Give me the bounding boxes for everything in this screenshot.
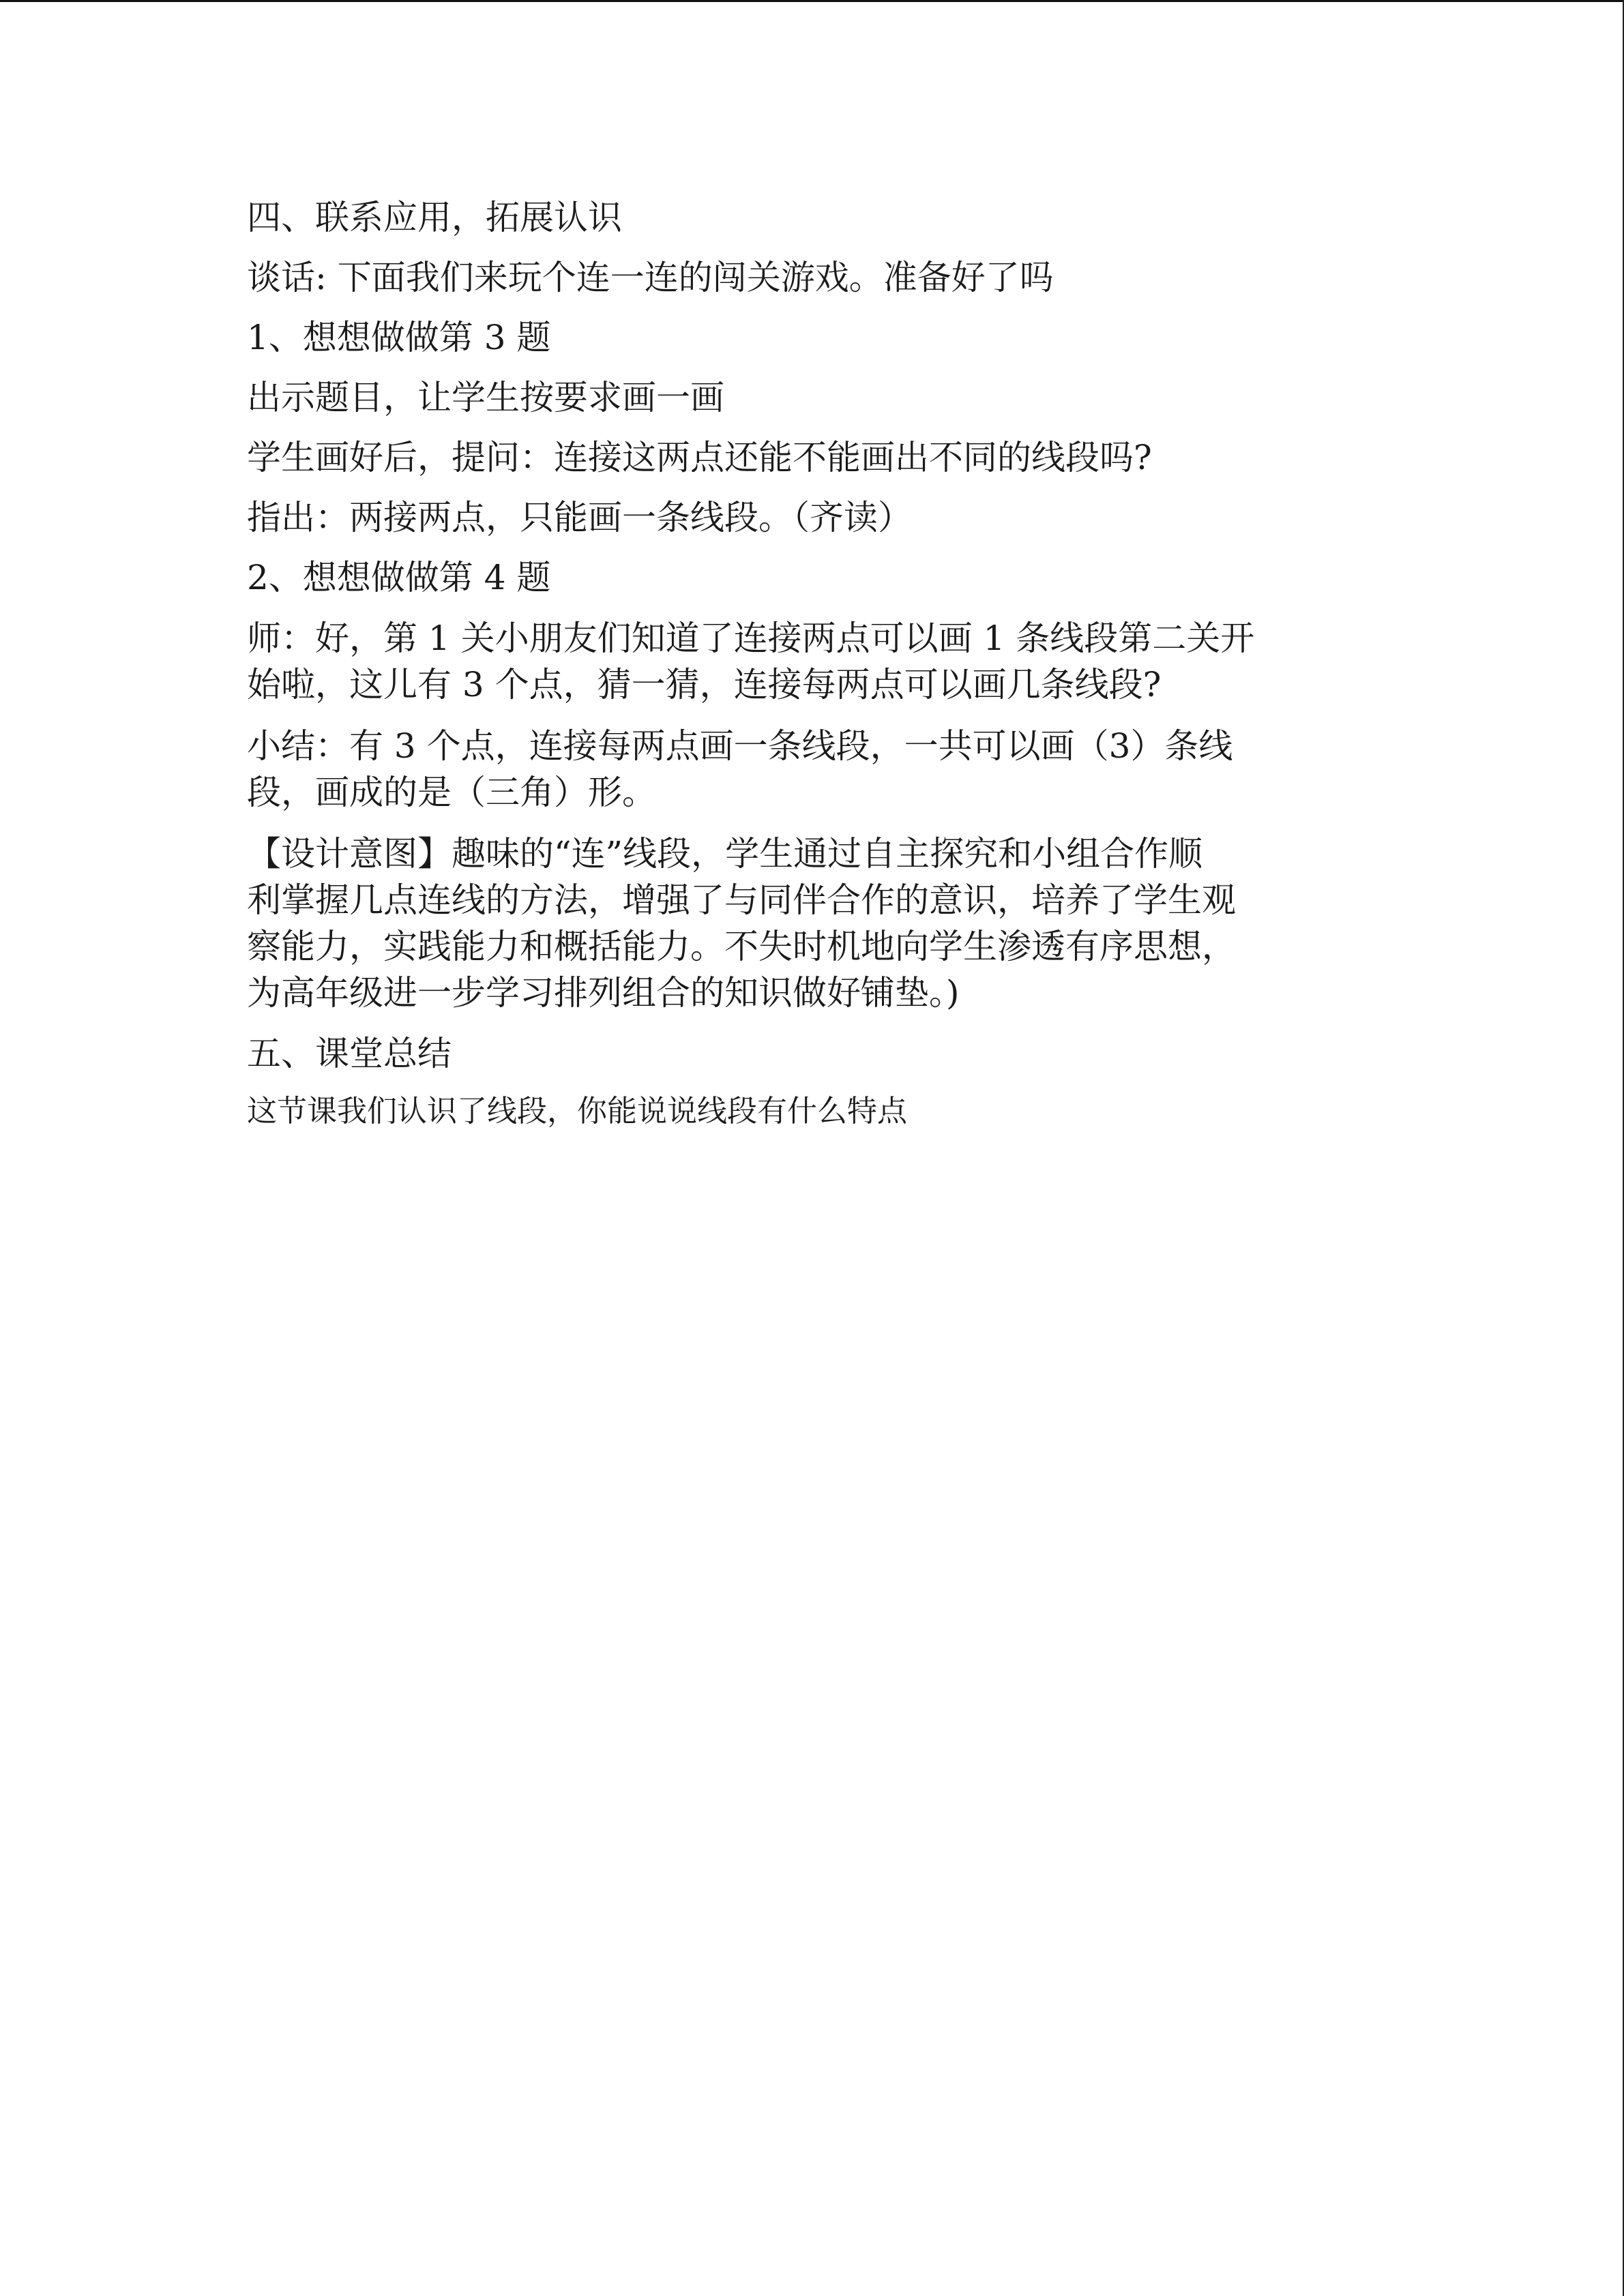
design-line-4: 为高年级进一步学习排列组合的知识做好铺垫。)	[247, 973, 960, 1013]
summary-line-1: 小结：有 3 个点，连接每两点画一条线段，一共可以画（3）条线	[247, 726, 1233, 766]
intro-talk: 谈话: 下面我们来玩个连一连的闯关游戏。准备好了吗	[247, 258, 1054, 297]
summary-paragraph	[247, 723, 1365, 816]
design-line-2: 利掌握几点连线的方法，增强了与同伴合作的意识，培养了学生观	[247, 880, 1236, 920]
teacher-paragraph	[247, 615, 1365, 708]
section-four-heading: 四、联系应用，拓展认识	[247, 198, 622, 237]
exercise-3-point: 指出：两接两点，只能画一条线段。（齐读）	[247, 498, 912, 537]
top-border-line	[0, 0, 1624, 2]
exercise-3-instruction: 出示题目，让学生按要求画一画	[247, 378, 724, 417]
closing-question: 这节课我们认识了线段，你能说说线段有什么特点	[247, 1094, 907, 1129]
document-body	[247, 195, 1365, 1147]
summary-line-2: 段，画成的是（三角）形。	[247, 773, 656, 812]
exercise-3-question: 学生画好后，提问：连接这两点还能不能画出不同的线段吗?	[247, 438, 1152, 477]
design-line-3: 察能力，实践能力和概括能力。不失时机地向学生渗透有序思想，	[247, 927, 1236, 966]
exercise-3-heading: 1、想想做做第 3 题	[247, 318, 551, 357]
teacher-line-1: 师：好，第 1 关小朋友们知道了连接两点可以画 1 条线段第二关开	[247, 618, 1255, 658]
teacher-line-2: 始啦，这儿有 3 个点，猜一猜，连接每两点可以画几条线段?	[247, 665, 1162, 704]
design-intent-paragraph	[247, 831, 1365, 1016]
design-line-1: 【设计意图】趣味的“连”线段，学生通过自主探究和小组合作顺	[247, 834, 1203, 874]
exercise-4-heading: 2、想想做做第 4 题	[247, 558, 551, 597]
section-five-heading: 五、课堂总结	[247, 1034, 452, 1073]
